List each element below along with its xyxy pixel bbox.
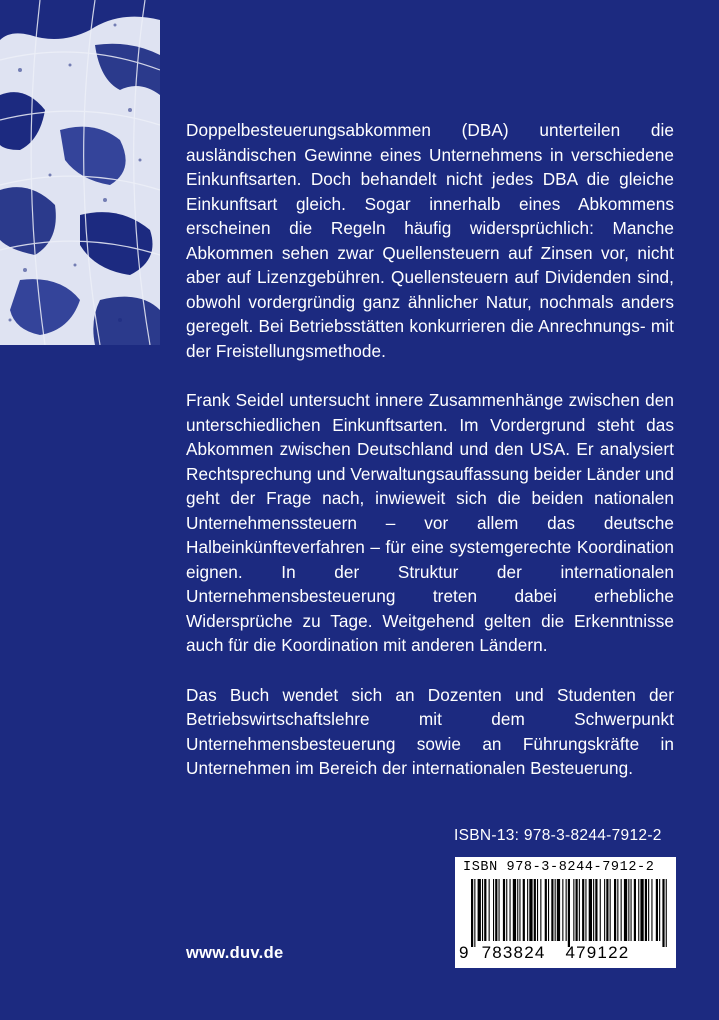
barcode-bar [493,879,494,941]
barcode-bar [600,879,601,941]
barcode-bar [573,879,574,941]
globe-image [0,0,160,345]
barcode-bar [666,879,667,947]
barcode-bar [656,879,658,941]
barcode-lead-digit: 9 [459,943,470,962]
barcode-bar [659,879,660,941]
barcode-bar [510,879,511,941]
barcode-bar [585,879,586,941]
barcode-bar [555,879,556,941]
barcode-bar [474,879,475,947]
paragraph-author: Frank Seidel untersucht innere Zusammenhänge zwischen den unterschiedlichen Einkunftsarten. Im Vordergrund steht das Abkommen zwischen Deutschland und den USA. Er analysiert Rechtsprechung und Verwaltungsauffassung beider Länder und geht der Frage nach, inwieweit sich die beiden nationalen Unternehmenssteuern – vor allem das deutsche Halbeinkünfteverfahren – für eine systemgerechte Koordination eignen. In der Struktur der internationalen Unternehmensbesteuerung treten dabei erhebliche Widersprüche zu Tage. Weitgehend gelten die Erkenntnisse auch für die Koordination mit anderen Ländern. [186,390,675,655]
barcode-bar [545,879,547,941]
isbn-label: ISBN-13: 978-3-8244-7912-2 [454,827,662,844]
barcode-bar [484,879,486,941]
barcode-bar [513,879,516,941]
barcode-bars [469,879,669,947]
paragraph-intro: Doppelbesteuerungsabkommen (DBA) unterteilen die ausländischen Gewinne eines Unternehmens in verschiedene Einkunftsarten. Doch behandelt nicht jedes DBA die gleiche Einkunftsart gleich. Sogar innerhalb eines Abkommens erscheinen die Regeln häufig widersprüchlich: Manche Abkommen sehen zwar Quellensteuern auf Zinsen vor, nicht aber auf Lizenzgebühren. Quellensteuern auf Dividenden sind, obwohl vordergründig ganz ähnlicher Natur, nochmals anders geregelt. Bei Betriebsstätten konkurrieren die Anrechnungs- mit der Freistellungsmethode. [186,120,674,361]
barcode-bar [478,879,481,941]
barcode-bar [527,879,528,941]
barcode-left-group: 783824 [481,943,546,962]
barcode-bar [621,879,622,941]
barcode-bar [638,879,639,941]
globe-illustration [0,0,160,345]
barcode-bar [628,879,629,941]
barcode-isbn-text: ISBN 978-3-8244-7912-2 [463,860,655,875]
barcode-bar [540,879,541,941]
publisher-website: www.duv.de [186,944,284,962]
barcode-bar [503,879,505,941]
barcode-bar [640,879,643,941]
barcode-bar [489,879,490,941]
barcode-bar [537,879,538,941]
description-text [186,118,674,806]
barcode-bar [495,879,497,941]
barcode [455,857,676,968]
barcode-bar [482,879,483,941]
barcode-bar [624,879,627,941]
barcode-bar [566,879,567,941]
barcode-bar [506,879,507,941]
paragraph-audience: Das Buch wendet sich an Dozenten und Studenten der Betriebswirtschaftslehre mit dem Schwerpunkt Unternehmensbesteuerung sowie an Führungskräfte in Unternehmen im Bereich der internationalen Besteuerung. [186,684,674,778]
barcode-bar [662,879,664,947]
barcode-bar [645,879,647,941]
barcode-bar [606,879,608,941]
barcode-bar [568,879,570,947]
barcode-bar [617,879,618,941]
barcode-bar [534,879,536,941]
barcode-bar [557,879,560,941]
barcode-bar [499,879,500,941]
barcode-bar [651,879,652,941]
barcode-bar [579,879,580,941]
barcode-bar [604,879,605,941]
barcode-bar [589,879,592,941]
barcode-bar [562,879,563,941]
barcode-bar [517,879,518,941]
barcode-bar [551,879,553,941]
barcode-bar [523,879,525,941]
barcode-digits [459,943,673,963]
barcode-bar [582,879,584,941]
barcode-bar [576,879,578,941]
barcode-bar [595,879,597,941]
barcode-bar [610,879,611,941]
barcode-bar [614,879,616,941]
barcode-bar [634,879,636,941]
barcode-bar [529,879,532,941]
barcode-bar [631,879,632,941]
barcode-right-group: 479122 [565,943,630,962]
barcode-bar [648,879,649,941]
barcode-bar [548,879,549,941]
barcode-bar [593,879,594,941]
barcode-bar [519,879,520,941]
barcode-bar [471,879,473,947]
